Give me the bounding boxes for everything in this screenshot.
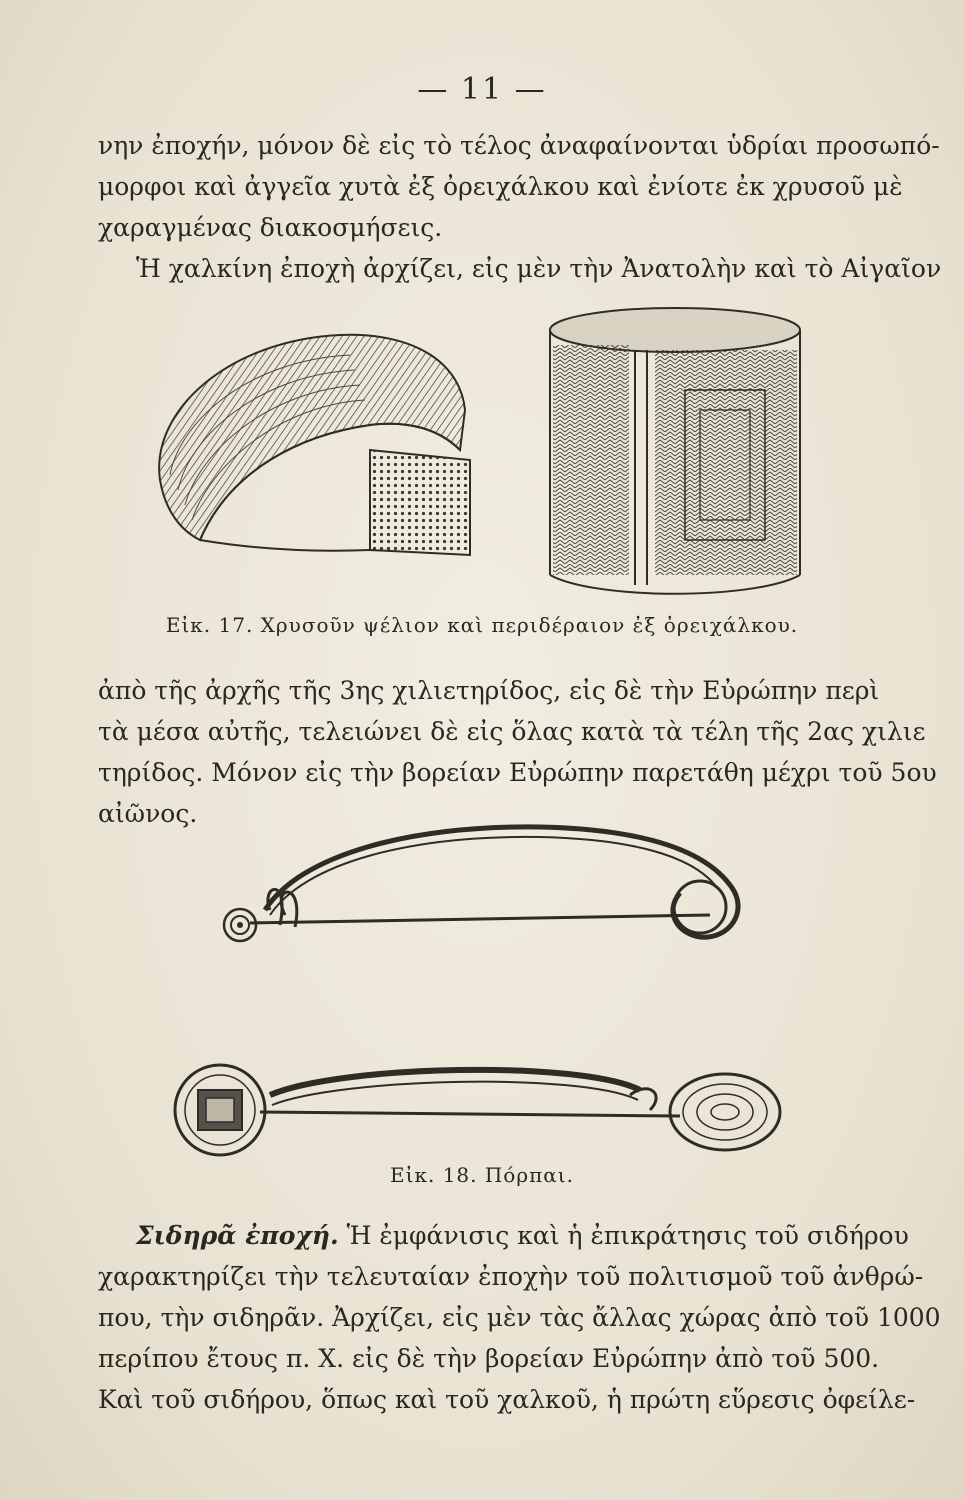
- text-line: περίπου ἔτους π. Χ. εἰς δὲ τὴν βορείαν Εὐρώπην ἀπὸ τοῦ 500.: [98, 1344, 880, 1373]
- figure-18-caption: Εἰκ. 18. Πόρπαι.: [390, 1163, 574, 1187]
- text-line: χαρακτηρίζει τὴν τελευταίαν ἐποχὴν τοῦ πολιτισμοῦ τοῦ ἀνθρώ-: [98, 1262, 924, 1291]
- text-line: αἰῶνος.: [98, 799, 198, 828]
- figure-17-caption: Εἰκ. 17. Χρυσοῦν ψέλιον καὶ περιδέραιον ἐξ ὀρειχάλκου.: [165, 613, 799, 637]
- text-line: [98, 1215, 909, 1256]
- text-line: νην ἐποχήν, μόνον δὲ εἰς τὸ τέλος ἀναφαίνονται ὑδρίαι προσωπό-: [98, 131, 940, 160]
- paragraph-3: [98, 1215, 941, 1420]
- text-line: Ἡ χαλκίνη ἐποχὴ ἀρχίζει, εἰς μὲν τὴν Ἀνατολὴν καὶ τὸ Αἰγαῖον: [136, 254, 942, 283]
- cuff-illustration: [535, 300, 815, 610]
- text-fragment: Ἡ ἐμφάνισις καὶ ἡ ἐπικράτησις τοῦ σιδήρου: [346, 1221, 909, 1250]
- fibula-illustration-1: [210, 815, 755, 955]
- fibula-illustration-2: [160, 1050, 790, 1160]
- paragraph-2: [98, 670, 937, 834]
- text-line: ἀπὸ τῆς ἀρχῆς τῆς 3ης χιλιετηρίδος, εἰς δὲ τὴν Εὐρώπην περὶ: [98, 676, 880, 705]
- page-number: — 11 —: [417, 72, 547, 107]
- text-line: τὰ μέσα αὐτῆς, τελειώνει δὲ εἰς ὅλας κατὰ τὰ τέλη τῆς 2ας χιλιε: [98, 717, 926, 746]
- bracelet-illustration: [140, 300, 485, 570]
- section-heading: Σιδηρᾶ ἐποχή.: [136, 1221, 339, 1250]
- text-line: Καὶ τοῦ σιδήρου, ὅπως καὶ τοῦ χαλκοῦ, ἡ πρώτη εὕρεσις ὀφείλε-: [98, 1385, 916, 1414]
- text-line: που, τὴν σιδηρᾶν. Ἀρχίζει, εἰς μὲν τὰς ἄλλας χώρας ἀπὸ τοῦ 1000: [98, 1303, 941, 1332]
- text-line: τηρίδος. Μόνον εἰς τὴν βορείαν Εὐρώπην παρετάθη μέχρι τοῦ 5ου: [98, 758, 937, 787]
- text-line: χαραγμένας διακοσμήσεις.: [98, 213, 443, 242]
- text-line: μορφοι καὶ ἀγγεῖα χυτὰ ἐξ ὀρειχάλκου καὶ ἐνίοτε ἐκ χρυσοῦ μὲ: [98, 172, 903, 201]
- paragraph-1: [98, 125, 942, 289]
